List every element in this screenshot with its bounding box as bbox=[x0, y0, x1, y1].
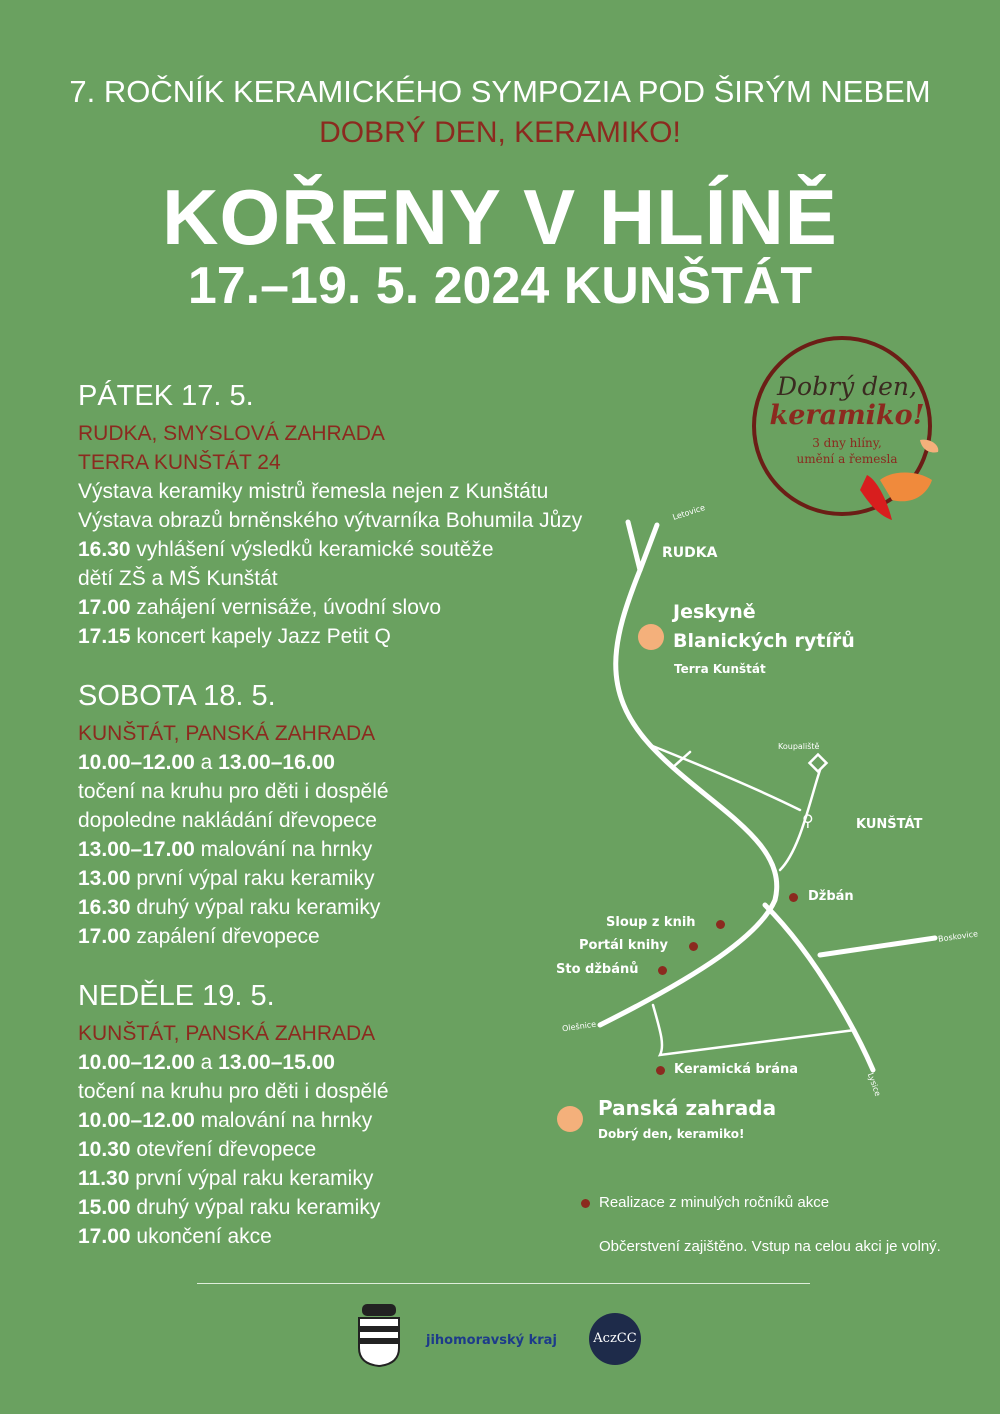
shield-stripe-1 bbox=[359, 1326, 399, 1332]
friday-place-2: TERRA KUNŠTÁT 24 bbox=[78, 451, 281, 474]
event-time: 17.00 bbox=[78, 925, 131, 948]
footer-divider bbox=[197, 1283, 810, 1284]
sloup-label: Sloup z knih bbox=[606, 915, 696, 930]
event-time: 10.00–12.00 bbox=[78, 1109, 195, 1132]
jeskyne-label-1: Jeskyně bbox=[673, 601, 756, 623]
shield-stripe-2 bbox=[359, 1338, 399, 1344]
lysice-road bbox=[765, 905, 873, 1070]
kunstat-label: KUNŠTÁT bbox=[856, 817, 923, 832]
logo-line-3: 3 dny hlíny, bbox=[812, 436, 882, 450]
event-title: KOŘENY V HLÍNĚ bbox=[162, 173, 838, 261]
friday-heading: PÁTEK 17. 5. bbox=[78, 380, 254, 412]
saturday-line-2: točení na kruhu pro děti i dospělé bbox=[78, 780, 389, 803]
event-text: koncert kapely Jazz Petit Q bbox=[130, 625, 391, 648]
event-dates: 17.–19. 5. 2024 KUNŠTÁT bbox=[187, 257, 813, 315]
event-text: ukončení akce bbox=[130, 1225, 272, 1248]
jeskyne-marker bbox=[638, 624, 664, 650]
portal-marker bbox=[689, 942, 698, 951]
friday-line-1: Výstava keramiky mistrů řemesla nejen z Kunštátu bbox=[78, 480, 549, 503]
side-road-4 bbox=[653, 1005, 855, 1055]
panska-marker bbox=[557, 1106, 583, 1132]
event-time: 16.30 bbox=[78, 538, 131, 561]
legend-text: Realizace z minulých ročníků akce bbox=[599, 1194, 830, 1211]
logo-line-2: keramiko! bbox=[769, 400, 925, 431]
event-time: 13.00–17.00 bbox=[78, 838, 195, 861]
saturday-place: KUNŠTÁT, PANSKÁ ZAHRADA bbox=[78, 722, 376, 745]
friday-place-1: RUDKA, SMYSLOVÁ ZAHRADA bbox=[78, 422, 385, 445]
region-logo: jihomoravský kraj bbox=[426, 1333, 557, 1348]
panska-sub-label: Dobrý den, keramiko! bbox=[598, 1127, 745, 1141]
event-time: 15.00 bbox=[78, 1196, 131, 1219]
terra-label: Terra Kunštát bbox=[674, 662, 766, 676]
event-text: první výpal raku keramiky bbox=[130, 867, 375, 890]
event-time: 13.00–16.00 bbox=[218, 751, 335, 774]
and-text: a bbox=[194, 751, 219, 774]
letovice-label: Letovice bbox=[671, 503, 707, 522]
brana-marker bbox=[656, 1066, 665, 1075]
event-time: 16.30 bbox=[78, 896, 131, 919]
town-coat-of-arms bbox=[356, 1296, 402, 1368]
event-text: druhý výpal raku keramiky bbox=[130, 896, 381, 919]
event-text: zahájení vernisáže, úvodní slovo bbox=[130, 596, 442, 619]
event-text: otevření dřevopece bbox=[130, 1138, 317, 1161]
event-text: zapálení dřevopece bbox=[130, 925, 320, 948]
logo-line-4: umění a řemesla bbox=[796, 452, 898, 466]
dzban-marker bbox=[789, 893, 798, 902]
olesnice-label: Olešnice bbox=[561, 1019, 597, 1034]
event-tagline: DOBRÝ DEN, KERAMIKO! bbox=[319, 116, 681, 149]
lysice-label: Lysice bbox=[865, 1071, 883, 1098]
event-text: druhý výpal raku keramiky bbox=[130, 1196, 381, 1219]
event-time: 11.30 bbox=[78, 1167, 130, 1190]
saturday-heading: SOBOTA 18. 5. bbox=[78, 680, 276, 712]
koupaliste-icon bbox=[810, 755, 827, 772]
sunday-heading: NEDĚLE 19. 5. bbox=[78, 980, 275, 1012]
aczcc-logo: AczCC bbox=[589, 1313, 641, 1365]
event-text: vyhlášení výsledků keramické soutěže bbox=[130, 538, 494, 561]
friday-line-2: Výstava obrazů brněnského výtvarníka Bohumila Jůzy bbox=[78, 509, 583, 532]
legend-marker bbox=[581, 1199, 590, 1208]
info-text: Občerstvení zajištěno. Vstup na celou akci je volný. bbox=[599, 1238, 941, 1255]
event-time: 13.00 bbox=[78, 867, 131, 890]
and-text: a bbox=[194, 1051, 219, 1074]
event-time: 10.30 bbox=[78, 1138, 131, 1161]
boskovice-road bbox=[820, 938, 935, 955]
church-icon: ⚲ bbox=[802, 811, 814, 830]
event-time: 10.00–12.00 bbox=[78, 1051, 195, 1074]
crest-feathers bbox=[362, 1304, 396, 1316]
portal-label: Portál knihy bbox=[579, 938, 668, 953]
friday-event-1-cont: dětí ZŠ a MŠ Kunštát bbox=[78, 567, 278, 590]
sunday-place: KUNŠTÁT, PANSKÁ ZAHRADA bbox=[78, 1022, 376, 1045]
jeskyne-label-2: Blanických rytířů bbox=[673, 630, 855, 652]
sto-label: Sto džbánů bbox=[556, 962, 639, 977]
event-time: 17.15 bbox=[78, 625, 131, 648]
side-road-1 bbox=[650, 745, 800, 810]
event-time: 17.00 bbox=[78, 596, 131, 619]
panska-label: Panská zahrada bbox=[598, 1096, 777, 1120]
event-text: malování na hrnky bbox=[194, 1109, 373, 1132]
brana-label: Keramická brána bbox=[674, 1062, 799, 1077]
boskovice-label: Boskovice bbox=[937, 929, 979, 944]
logo-line-1: Dobrý den, bbox=[777, 372, 917, 401]
rudka-branch bbox=[640, 525, 657, 570]
event-text: malování na hrnky bbox=[194, 838, 373, 861]
event-time: 17.00 bbox=[78, 1225, 131, 1248]
event-time: 10.00–12.00 bbox=[78, 751, 195, 774]
rudka-label: RUDKA bbox=[662, 545, 718, 561]
event-text: první výpal raku keramiky bbox=[129, 1167, 374, 1190]
sloup-marker bbox=[716, 920, 725, 929]
koupaliste-label: Koupaliště bbox=[778, 742, 820, 751]
sunday-line-2: točení na kruhu pro děti i dospělé bbox=[78, 1080, 389, 1103]
event-time: 13.00–15.00 bbox=[218, 1051, 335, 1074]
side-road-3 bbox=[780, 770, 820, 870]
dzban-label: Džbán bbox=[808, 889, 854, 904]
saturday-line-3: dopoledne nakládání dřevopece bbox=[78, 809, 377, 832]
event-subtitle: 7. ROČNÍK KERAMICKÉHO SYMPOZIA POD ŠIRÝM NEBEM bbox=[69, 74, 931, 109]
sto-marker bbox=[658, 966, 667, 975]
